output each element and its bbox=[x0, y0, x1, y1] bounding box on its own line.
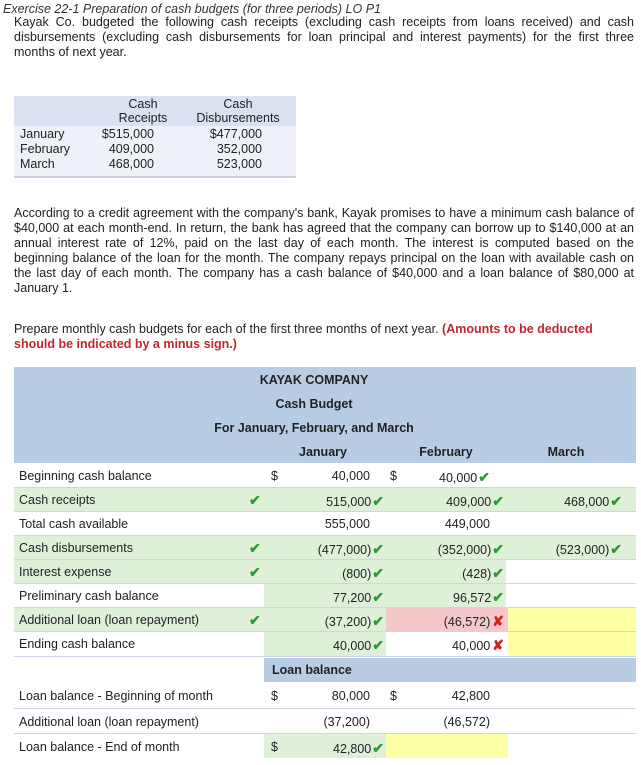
grid-line bbox=[14, 631, 636, 632]
beginning-cash-feb-value: 40,000 bbox=[439, 471, 478, 485]
budget-title: Cash Budget bbox=[275, 397, 353, 411]
col-january: January bbox=[299, 445, 347, 459]
check-icon: ✔ bbox=[249, 540, 261, 556]
additional-loan-jan[interactable] bbox=[284, 613, 384, 630]
check-icon: ✔ bbox=[492, 565, 504, 581]
check-icon: ✔ bbox=[372, 613, 384, 629]
preliminary-cash-feb[interactable] bbox=[404, 589, 504, 606]
col-disb-line1: Cash bbox=[223, 97, 253, 111]
check-icon: ✔ bbox=[372, 589, 384, 605]
grid-line bbox=[14, 535, 636, 536]
check-icon: ✔ bbox=[249, 492, 261, 508]
beginning-cash-feb[interactable] bbox=[404, 469, 490, 486]
cash-disbursements-feb[interactable] bbox=[404, 541, 504, 558]
grid-line bbox=[14, 511, 636, 512]
ending-cash-jan-value: 40,000 bbox=[333, 639, 372, 653]
cash-budget-worksheet bbox=[14, 367, 636, 761]
mini-row-receipts: 409,000 bbox=[108, 142, 154, 156]
row-label-ending-cash: Ending cash balance bbox=[19, 637, 136, 651]
budget-period: For January, February, and March bbox=[214, 421, 414, 435]
grid-line bbox=[14, 708, 636, 709]
ending-cash-feb-value: 40,000 bbox=[452, 639, 491, 653]
cash-disbursements-mar[interactable] bbox=[514, 541, 622, 558]
instruction-note: (Amounts to be deducted should be indicated by a minus sign.) bbox=[14, 322, 593, 351]
interest-expense-jan[interactable] bbox=[284, 565, 384, 582]
cash-receipts-jan-value: 515,000 bbox=[326, 495, 372, 509]
loan-balance-header: Loan balance bbox=[272, 663, 352, 677]
mini-row-receipts: $515,000 bbox=[101, 127, 154, 141]
row-bg-march-inputs bbox=[508, 608, 636, 656]
preliminary-cash-jan[interactable] bbox=[284, 589, 384, 606]
cash-receipts-feb-value: 409,000 bbox=[446, 495, 492, 509]
dollar-sign: $ bbox=[271, 740, 278, 754]
grid-line bbox=[14, 487, 636, 488]
cash-receipts-feb[interactable] bbox=[404, 493, 504, 510]
col-receipts-line2: Receipts bbox=[118, 111, 168, 125]
dollar-sign: $ bbox=[390, 689, 397, 703]
mini-row-month: February bbox=[20, 142, 71, 156]
preliminary-cash-feb-value: 96,572 bbox=[453, 591, 492, 605]
receipts-disbursements-table bbox=[14, 96, 296, 178]
col-receipts-line1: Cash bbox=[128, 97, 158, 111]
loan-end-jan[interactable] bbox=[284, 740, 384, 757]
check-icon: ✔ bbox=[249, 564, 261, 580]
check-icon: ✔ bbox=[372, 493, 384, 509]
col-receipts-header bbox=[98, 97, 188, 125]
check-icon: ✔ bbox=[492, 589, 504, 605]
instruction-text bbox=[14, 322, 634, 352]
row-label-loan-end: Loan balance - End of month bbox=[19, 740, 180, 754]
check-icon: ✔ bbox=[249, 612, 261, 628]
interest-expense-feb[interactable] bbox=[404, 565, 504, 582]
cash-receipts-jan[interactable] bbox=[284, 493, 384, 510]
loan-beginning-jan[interactable]: 80,000 bbox=[331, 689, 370, 703]
dollar-sign: $ bbox=[271, 469, 278, 483]
check-icon: ✔ bbox=[478, 469, 490, 485]
cash-disbursements-mar-value: (523,000) bbox=[555, 543, 610, 557]
row-label-interest-expense: Interest expense bbox=[19, 565, 112, 579]
cash-receipts-mar[interactable] bbox=[514, 493, 622, 510]
check-icon: ✔ bbox=[372, 740, 384, 756]
mini-row-disbursements: 523,000 bbox=[216, 157, 262, 171]
row-bg-loan-end-feb bbox=[386, 734, 508, 758]
interest-expense-feb-value: (428) bbox=[462, 567, 492, 581]
mini-row-month: March bbox=[20, 157, 55, 171]
mini-row-receipts: 468,000 bbox=[108, 157, 154, 171]
preliminary-cash-jan-value: 77,200 bbox=[333, 591, 372, 605]
check-icon: ✔ bbox=[372, 637, 384, 653]
row-label-beginning-cash: Beginning cash balance bbox=[19, 469, 152, 483]
row-label-preliminary-cash: Preliminary cash balance bbox=[19, 589, 159, 603]
row-label-additional-loan: Additional loan (loan repayment) bbox=[19, 613, 199, 627]
credit-agreement-paragraph: According to a credit agreement with the company's bank, Kayak promises to have a minimum cash balance of $40,000 at each month-end. In return, the bank has agreed that the company can borrow up to $140,000 at an annual interest rate of 12%, paid on the last day of each month. The interest is computed based on the beginning balance of the loan for the month. The company repays principal on the loan with available cash on the last day of each month. The company has a cash balance of $40,000 and a loan balance of $80,000 at January 1. bbox=[14, 206, 634, 295]
ending-cash-feb[interactable] bbox=[404, 637, 504, 654]
check-icon: ✔ bbox=[492, 541, 504, 557]
additional-loan-jan-value: (37,200) bbox=[324, 615, 372, 629]
grid-line bbox=[14, 583, 636, 584]
check-icon: ✔ bbox=[610, 493, 622, 509]
exercise-intro: Kayak Co. budgeted the following cash receipts (excluding cash receipts from loans received) and cash disbursements (excluding cash disbursements for loan principal and interest payments) for the first three months of next year. bbox=[14, 15, 634, 59]
loan-end-jan-value: 42,800 bbox=[333, 742, 372, 756]
beginning-cash-jan[interactable]: 40,000 bbox=[331, 469, 370, 483]
col-february: February bbox=[419, 445, 473, 459]
cash-disbursements-feb-value: (352,000) bbox=[437, 543, 492, 557]
row-label-cash-disbursements: Cash disbursements bbox=[19, 541, 133, 555]
check-icon: ✔ bbox=[492, 493, 504, 509]
total-cash-feb[interactable]: 449,000 bbox=[444, 517, 490, 531]
cross-icon: ✘ bbox=[492, 613, 504, 629]
loan-additional-jan[interactable]: (37,200) bbox=[323, 715, 370, 729]
cross-icon: ✘ bbox=[492, 637, 504, 653]
row-label-total-cash: Total cash available bbox=[19, 517, 129, 531]
grid-line bbox=[14, 733, 636, 734]
grid-line bbox=[14, 607, 636, 608]
grid-line bbox=[14, 559, 636, 560]
interest-expense-jan-value: (800) bbox=[342, 567, 372, 581]
row-label-cash-receipts: Cash receipts bbox=[19, 493, 96, 507]
additional-loan-feb-value: (46,572) bbox=[443, 615, 491, 629]
check-icon: ✔ bbox=[372, 565, 384, 581]
ending-cash-jan[interactable] bbox=[284, 637, 384, 654]
row-label-loan-beginning: Loan balance - Beginning of month bbox=[19, 689, 213, 703]
loan-beginning-feb[interactable]: 42,800 bbox=[451, 689, 490, 703]
total-cash-jan[interactable]: 555,000 bbox=[324, 517, 370, 531]
company-name: KAYAK COMPANY bbox=[259, 373, 369, 387]
dollar-sign: $ bbox=[271, 689, 278, 703]
cash-receipts-mar-value: 468,000 bbox=[564, 495, 610, 509]
col-march: March bbox=[547, 445, 585, 459]
check-icon: ✔ bbox=[610, 541, 622, 557]
cash-disbursements-jan-value: (477,000) bbox=[317, 543, 372, 557]
check-icon: ✔ bbox=[372, 541, 384, 557]
grid-line bbox=[14, 656, 636, 657]
loan-additional-feb[interactable]: (46,572) bbox=[443, 715, 490, 729]
dollar-sign: $ bbox=[390, 469, 397, 483]
instruction-main: Prepare monthly cash budgets for each of the first three months of next year. bbox=[14, 322, 439, 336]
col-disb-line2: Disbursements bbox=[196, 111, 280, 125]
row-label-loan-additional: Additional loan (loan repayment) bbox=[19, 715, 199, 729]
mini-row-month: January bbox=[20, 127, 65, 141]
col-disbursements-header bbox=[190, 97, 286, 125]
mini-row-disbursements: 352,000 bbox=[216, 142, 262, 156]
exercise-title: Exercise 22-1 Preparation of cash budgets (for three periods) LO P1 bbox=[3, 2, 381, 16]
additional-loan-feb[interactable] bbox=[404, 613, 504, 630]
cash-disbursements-jan[interactable] bbox=[284, 541, 384, 558]
mini-row-disbursements: $477,000 bbox=[209, 127, 262, 141]
